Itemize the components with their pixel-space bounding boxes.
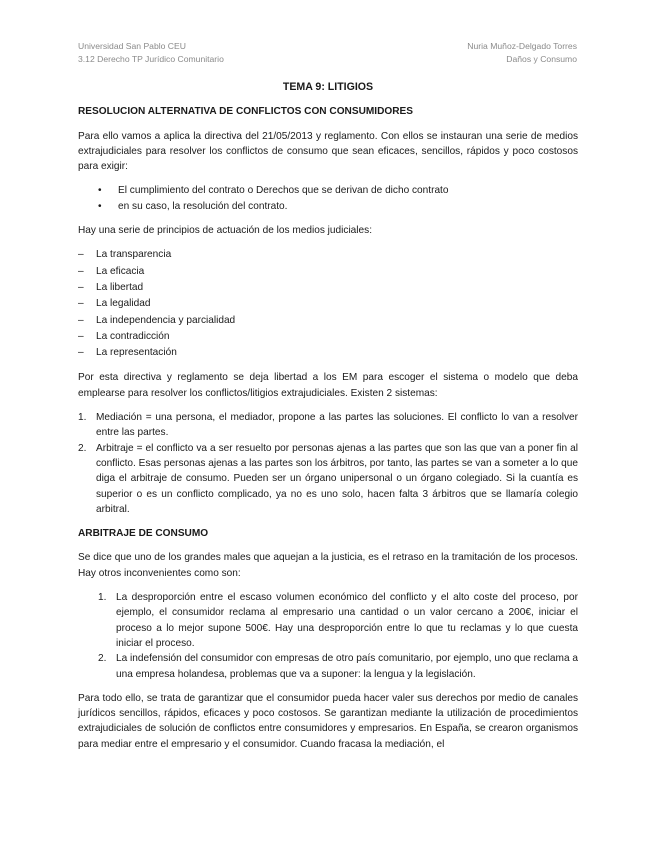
paragraph-systems-intro: Por esta directiva y reglamento se deja libertad a los EM para escoger el sistema o modelo que deba emplearse para resolver los conflictos/litigios extrajudiciales. Existen 2 sistemas:	[78, 372, 578, 399]
paragraph-intro: Para ello vamos a aplica la directiva del 21/05/2013 y reglamento. Con ellos se instauran una serie de medios extrajudiciales para resolver los conflictos de consumo que sean eficaces, sencillos, rápidos y poco costosos para exigir:	[78, 130, 578, 173]
section-heading-resolucion: RESOLUCION ALTERNATIVA DE CONFLICTOS CON CONSUMIDORES	[78, 106, 413, 118]
list-item	[78, 280, 578, 296]
list-item	[78, 590, 578, 651]
section-heading-arbitraje: ARBITRAJE DE CONSUMO	[78, 528, 209, 540]
list-item-text: La libertad	[96, 281, 144, 293]
dash-marker: –	[78, 265, 84, 277]
list-number: 2.	[78, 442, 87, 454]
page-title: TEMA 9: LITIGIOS	[282, 81, 374, 93]
list-number: 1.	[98, 592, 107, 604]
list-item	[78, 410, 578, 441]
list-item-text: Mediación = una persona, el mediador, propone a las partes las soluciones. El conflicto lo van a resolver entre las partes.	[96, 412, 578, 439]
paragraph-closing: Para todo ello, se trata de garantizar que el consumidor pueda hacer valer sus derechos por medio de canales jurídicos sencillos, rápidos, eficaces y poco costosos. Se garantizan mediante la utilización de procedimientos extrajudiciales de solución de conflictos entre consumidores y empresarios. En España, se crearon organismos para mediar entre el empresario y el consumidor. Cuando fracasa la mediación, el	[78, 692, 578, 750]
dash-marker: –	[78, 249, 84, 261]
list-number: 2.	[98, 653, 107, 665]
bullet-marker: •	[98, 200, 102, 212]
list-item-text: La eficacia	[96, 265, 145, 277]
list-item-text: La transparencia	[96, 249, 172, 261]
list-item	[78, 345, 578, 361]
header-course: 3.12 Derecho TP Jurídico Comunitario	[78, 54, 224, 64]
list-item	[78, 264, 578, 280]
list-item-text: La representación	[96, 347, 177, 359]
list-item	[78, 313, 578, 329]
list-item	[78, 247, 578, 263]
header-right	[467, 40, 577, 66]
header-left	[78, 40, 224, 66]
list-item-text: La legalidad	[96, 298, 151, 310]
list-item	[78, 441, 578, 517]
principles-list	[78, 247, 578, 361]
header-author: Nuria Muñoz-Delgado Torres	[467, 41, 577, 51]
list-number: 1.	[78, 412, 87, 424]
dash-marker: –	[78, 314, 84, 326]
header-subject: Daños y Consumo	[506, 54, 577, 64]
systems-list	[78, 410, 578, 517]
list-item	[78, 329, 578, 345]
list-item	[78, 199, 578, 214]
list-item-text: La independencia y parcialidad	[96, 314, 236, 326]
paragraph-arbitraje-intro: Se dice que uno de los grandes males que aquejan a la justicia, es el retraso en la tramitación de los procesos. Hay otros inconvenientes como son:	[78, 552, 578, 579]
list-item	[78, 651, 578, 682]
dash-marker: –	[78, 281, 84, 293]
list-item-text: en su caso, la resolución del contrato.	[118, 200, 288, 212]
dash-marker: –	[78, 330, 84, 342]
list-item	[78, 183, 578, 198]
list-item-text: La indefensión del consumidor con empresas de otro país comunitario, por ejemplo, uno que reclama a una empresa holandesa, problemas que va a suponer: la lengua y la legislación.	[116, 653, 578, 680]
dash-marker: –	[78, 347, 84, 359]
list-item	[78, 296, 578, 312]
header-university: Universidad San Pablo CEU	[78, 41, 186, 51]
document-body	[78, 80, 578, 761]
list-item-text: Arbitraje = el conflicto va a ser resuelto por personas ajenas a las partes que son las que van a poner fin al conflicto. Esas personas ajenas a las partes son los árbitros, por tanto, las partes se van a someter a lo que diga el arbitraje de consumo. Pueden ser un órgano unipersonal o un órgano colegiado. Si la cuantía es superior o es un conflicto complicado, ya no es uno solo, hacen falta 3 árbitros que se llamaría colegio arbitral.	[96, 442, 578, 515]
bullet-marker: •	[98, 185, 102, 197]
list-item-text: El cumplimiento del contrato o Derechos que se derivan de dicho contrato	[118, 185, 449, 197]
bullet-list	[78, 183, 578, 214]
dash-marker: –	[78, 298, 84, 310]
inconvenients-list	[78, 590, 578, 682]
list-item-text: La desproporción entre el escaso volumen económico del conflicto y el alto coste del proceso, por ejemplo, el consumidor reclama al empresario una cantidad o un valor cercano a 200€, iniciar el proceso a lo mejor supone 500€. Hay una desproporción entre lo que tu reclamas y lo que cuesta iniciar el proceso.	[116, 592, 578, 649]
list-item-text: La contradicción	[96, 330, 170, 342]
paragraph-principles-intro: Hay una serie de principios de actuación de los medios judiciales:	[78, 225, 373, 237]
